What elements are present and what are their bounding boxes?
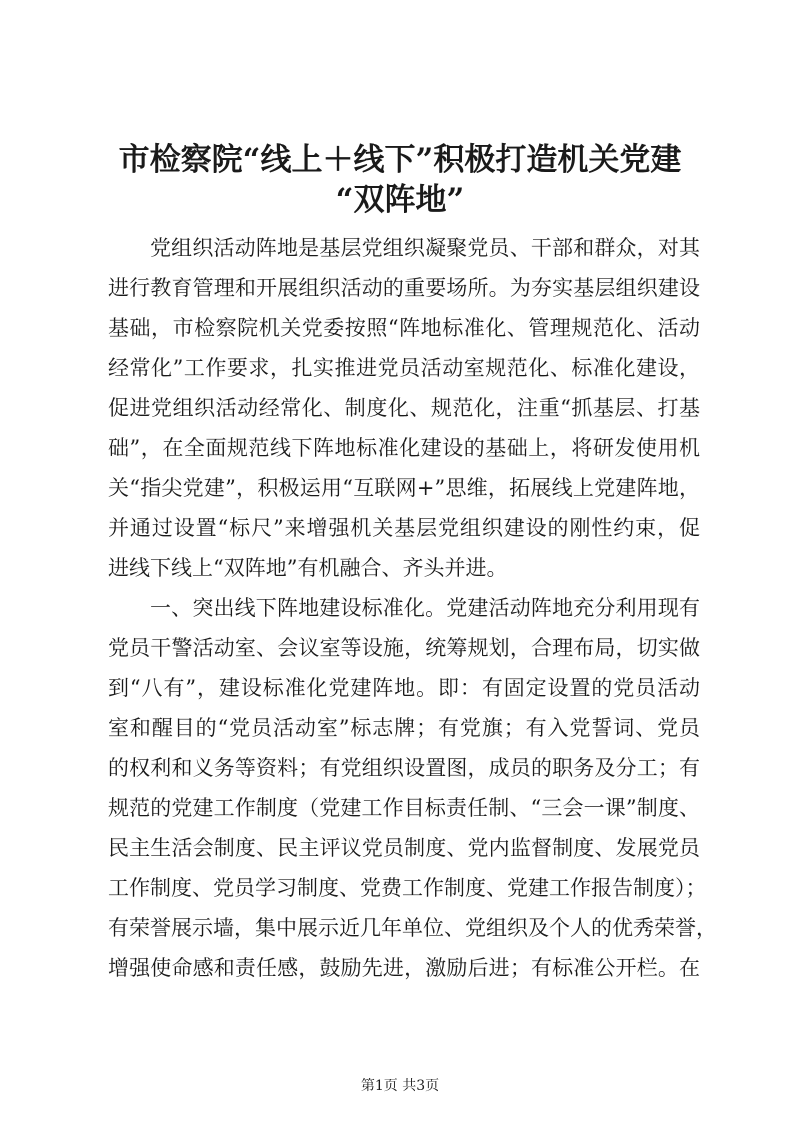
paragraph-2-line: 民主生活会制度、民主评议党员制度、党内监督制度、发展党员 [108, 836, 700, 860]
title-line-2: “双阵地” [335, 182, 465, 218]
paragraph-2-line: 有荣誉展示墙，集中展示近几年单位、党组织及个人的优秀荣誉， [108, 916, 717, 940]
paragraph-1-line: 经常化”工作要求，扎实推进党员活动室规范化、标准化建设， [108, 356, 700, 380]
paragraph-2-line: 室和醒目的“党员活动室”标志牌；有党旗；有入党誓词、党员 [108, 716, 700, 740]
paragraph-1-line: 进行教育管理和开展组织活动的重要场所。为夯实基层组织建设 [108, 276, 700, 300]
paragraph-1-line: 关“指尖党建”，积极运用“互联网+”思维，拓展线上党建阵地， [108, 476, 700, 500]
paragraph-2-line: 规范的党建工作制度（党建工作目标责任制、“三会一课”制度、 [108, 796, 700, 820]
page-title [100, 140, 700, 220]
paragraph-1-line: 进线下线上“双阵地”有机融合、齐头并进。 [108, 556, 508, 580]
paragraph-1-line: 党组织活动阵地是基层党组织凝聚党员、干部和群众，对其 [150, 236, 700, 260]
body-text [108, 228, 717, 988]
paragraph-2-line: 增强使命感和责任感，鼓励先进，激励后进；有标准公开栏。在 [108, 956, 700, 980]
paragraph-2-line: 工作制度、党员学习制度、党费工作制度、党建工作报告制度）； [108, 876, 707, 900]
paragraph-1-line: 基础，市检察院机关党委按照“阵地标准化、管理规范化、活动 [108, 316, 700, 340]
paragraph-2-line: 党员干警活动室、会议室等设施，统筹规划，合理布局，切实做 [108, 636, 700, 660]
paragraph-1-line: 础”，在全面规范线下阵地标准化建设的基础上，将研发使用机 [108, 436, 700, 460]
paragraph-2-line: 到“八有”，建设标准化党建阵地。即：有固定设置的党员活动 [108, 676, 700, 700]
page-number: 第1页 共3页 [360, 1078, 440, 1094]
paragraph-2-line: 一、突出线下阵地建设标准化。党建活动阵地充分利用现有 [150, 596, 700, 620]
paragraph-2-line: 的权利和义务等资料；有党组织设置图，成员的职务及分工；有 [108, 756, 700, 780]
title-line-1: 市检察院“线上＋线下”积极打造机关党建 [118, 142, 682, 178]
paragraph-1-line: 并通过设置“标尺”来增强机关基层党组织建设的刚性约束，促 [108, 516, 700, 540]
page-footer [0, 1076, 800, 1096]
paragraph-1-line: 促进党组织活动经常化、制度化、规范化，注重“抓基层、打基 [108, 396, 700, 420]
